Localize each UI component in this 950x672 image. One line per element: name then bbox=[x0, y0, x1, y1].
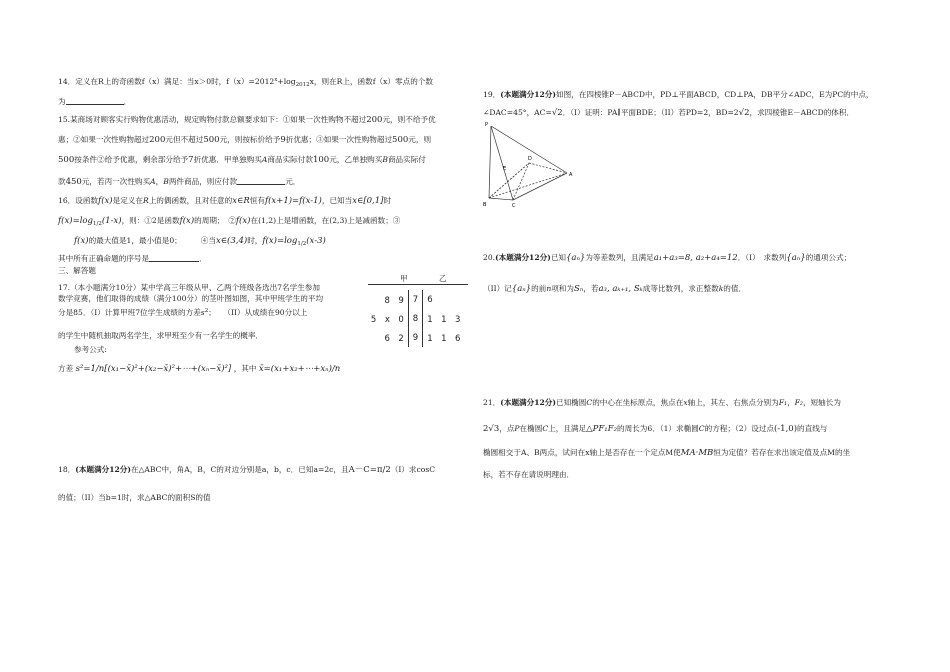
stem-divider bbox=[368, 284, 468, 285]
q17-line3: 分是85．（I）计算甲班7位学生成绩的方差$s^2$； （II）从成绩在90分以上 bbox=[58, 308, 308, 317]
stem-head-left: 甲 bbox=[400, 274, 408, 283]
q14-line1: 14．定义在R上的奇函数f（x）满足：当x＞0时，$f(x)=2012^x+\log_{2012}x$，则在R上，函数f（x）零点的个数 bbox=[58, 77, 433, 88]
q21-line2: 2√3，点P在椭圆C上，且满足△PF₁F₂的周长为6．（1）求椭圆C的方程；（2）设过点(-1,0)的直线与 bbox=[483, 424, 828, 434]
answer-blank[interactable] bbox=[66, 96, 124, 105]
label-E: E bbox=[503, 166, 507, 172]
q16-line2: $f(x)=\log_{1/2}(1-x)$，则：①2是函数f(x)的周期； ②f(x)在(1,2)上是增函数，在(2,3)上是减函数；③ bbox=[58, 216, 401, 227]
q20-line2: （II）记{aₙ}的前n项和为Sₙ，若a₃, aₖ₊₁, Sₖ成等比数列，求正整数k的值． bbox=[483, 284, 747, 294]
q21-line3: 椭圆相交于A、B两点，试问在x轴上是否存在一个定点M使MA·MB恒为定值？若存在求出该定值及点M的坐 bbox=[483, 448, 851, 458]
stem-leaf-plot bbox=[363, 290, 468, 347]
label-D: D bbox=[528, 156, 532, 162]
q18-line2: 的值；（II）当b=1时，求△ABC的面积S的值 bbox=[58, 493, 211, 502]
q15-line1: 15.某商场对顾客实行购物优惠活动，规定购物付款总额要求如下：①如果一次性购物不超过200元，则不给予优 bbox=[58, 115, 436, 125]
stem-head-right: 乙 bbox=[439, 274, 447, 283]
q17-line4: 的学生中随机抽取两名学生，求甲班至少有一名学生的概率． bbox=[58, 331, 264, 340]
q15-line3: 500按条件②给予优惠，剩余部分给予7折优惠．甲单独购买A商品实际付款100元，乙单独购买B商品实际付 bbox=[58, 155, 426, 165]
label-A: A bbox=[569, 172, 573, 178]
q19-line1: 19．(本题满分12分)如图，在四棱锥P－ABCD中，PD⊥平面ABCD，CD⊥PA，DB平分∠ADC，E为PC的中点， bbox=[483, 90, 874, 99]
pyramid-figure bbox=[483, 118, 573, 210]
q16-line1: 16．设函数f(x)是定义在R上的偶函数，且对任意的x∈R恒有f(x+1)=f(x-1)，已知当x∈[0,1]时 bbox=[58, 196, 392, 206]
q16-line3: f(x)的最大值是1，最小值是0； ④当x∈(3,4)时，$f(x)=\log_{1/2}(x-3)$ bbox=[74, 236, 326, 247]
q19-line2: ∠DAC=45°，AC=√2．（I）证明：PA∥平面BDE；（II）若PD=2，BD=2√2，求四棱锥E－ABCD的体积． bbox=[483, 108, 855, 118]
q17-line1: 17.（本小题满分10分）某中学高三年级从甲、乙两个班级各选出7名学生参加 bbox=[58, 283, 320, 292]
q15-line4: 款450元，若丙一次性购买A，B两件商品，则应付款 元． bbox=[58, 177, 301, 187]
q17-formula: 方差 s²=1/n[(x₁−x̄)²+(x₂−x̄)²+⋯+(xₙ−x̄)²] ，其中 x̄=(x₁+x₂+⋯+xₙ)/n bbox=[58, 364, 341, 374]
stem-row: 8 9 7 6 bbox=[363, 290, 468, 309]
q17-line2: 数学竞赛，他们取得的成绩（满分100分）的茎叶图如图，其中甲班学生的平均 bbox=[58, 294, 324, 303]
q15-line2: 惠；②如果一次性购物超过200元但不超过500元，则按标价给予9折优惠；③如果一次性购物超过500元，则 bbox=[58, 135, 432, 145]
q21-line1: 21．(本题满分12分)已知椭圆C的中心在坐标原点，焦点在x轴上，其左、右焦点分别为F₁，F₂，短轴长为 bbox=[483, 398, 841, 407]
q20-line1: 20.(本题满分12分)已知{aₙ}为等差数列，且满足a₁+a₃=8, a₂+a₄=12．（I） 求数列{aₙ}的通项公式； bbox=[483, 253, 852, 263]
label-P: P bbox=[485, 122, 489, 128]
label-B: B bbox=[483, 202, 487, 208]
variance-formula: s²=1/n[(x₁−x̄)²+(x₂−x̄)²+⋯+(xₙ−x̄)²] bbox=[75, 364, 232, 374]
q16-line4: 其中所有正确命题的序号是 ． bbox=[58, 254, 207, 263]
q17-line5: 参考公式: bbox=[74, 345, 107, 354]
section-title: 三、解答题 bbox=[58, 266, 96, 275]
label-C: C bbox=[512, 203, 516, 209]
q18-line1: 18．(本题满分12分)在△ABC中，角A，B，C的对边分别是a，b，c．已知a=2c，且A－C=π/2（I）求cosC bbox=[58, 465, 436, 475]
q21-line4: 标，若不存在请说明理由． bbox=[483, 470, 575, 479]
answer-blank[interactable] bbox=[149, 253, 199, 262]
stem-row: 5 x 0 8 1 1 3 bbox=[363, 309, 468, 328]
stem-row: 6 2 9 1 1 6 bbox=[363, 328, 468, 347]
q14-line2: 为 ． bbox=[58, 97, 132, 106]
answer-blank[interactable] bbox=[237, 176, 285, 185]
mean-formula: x̄=(x₁+x₂+⋯+xₙ)/n bbox=[258, 364, 341, 374]
